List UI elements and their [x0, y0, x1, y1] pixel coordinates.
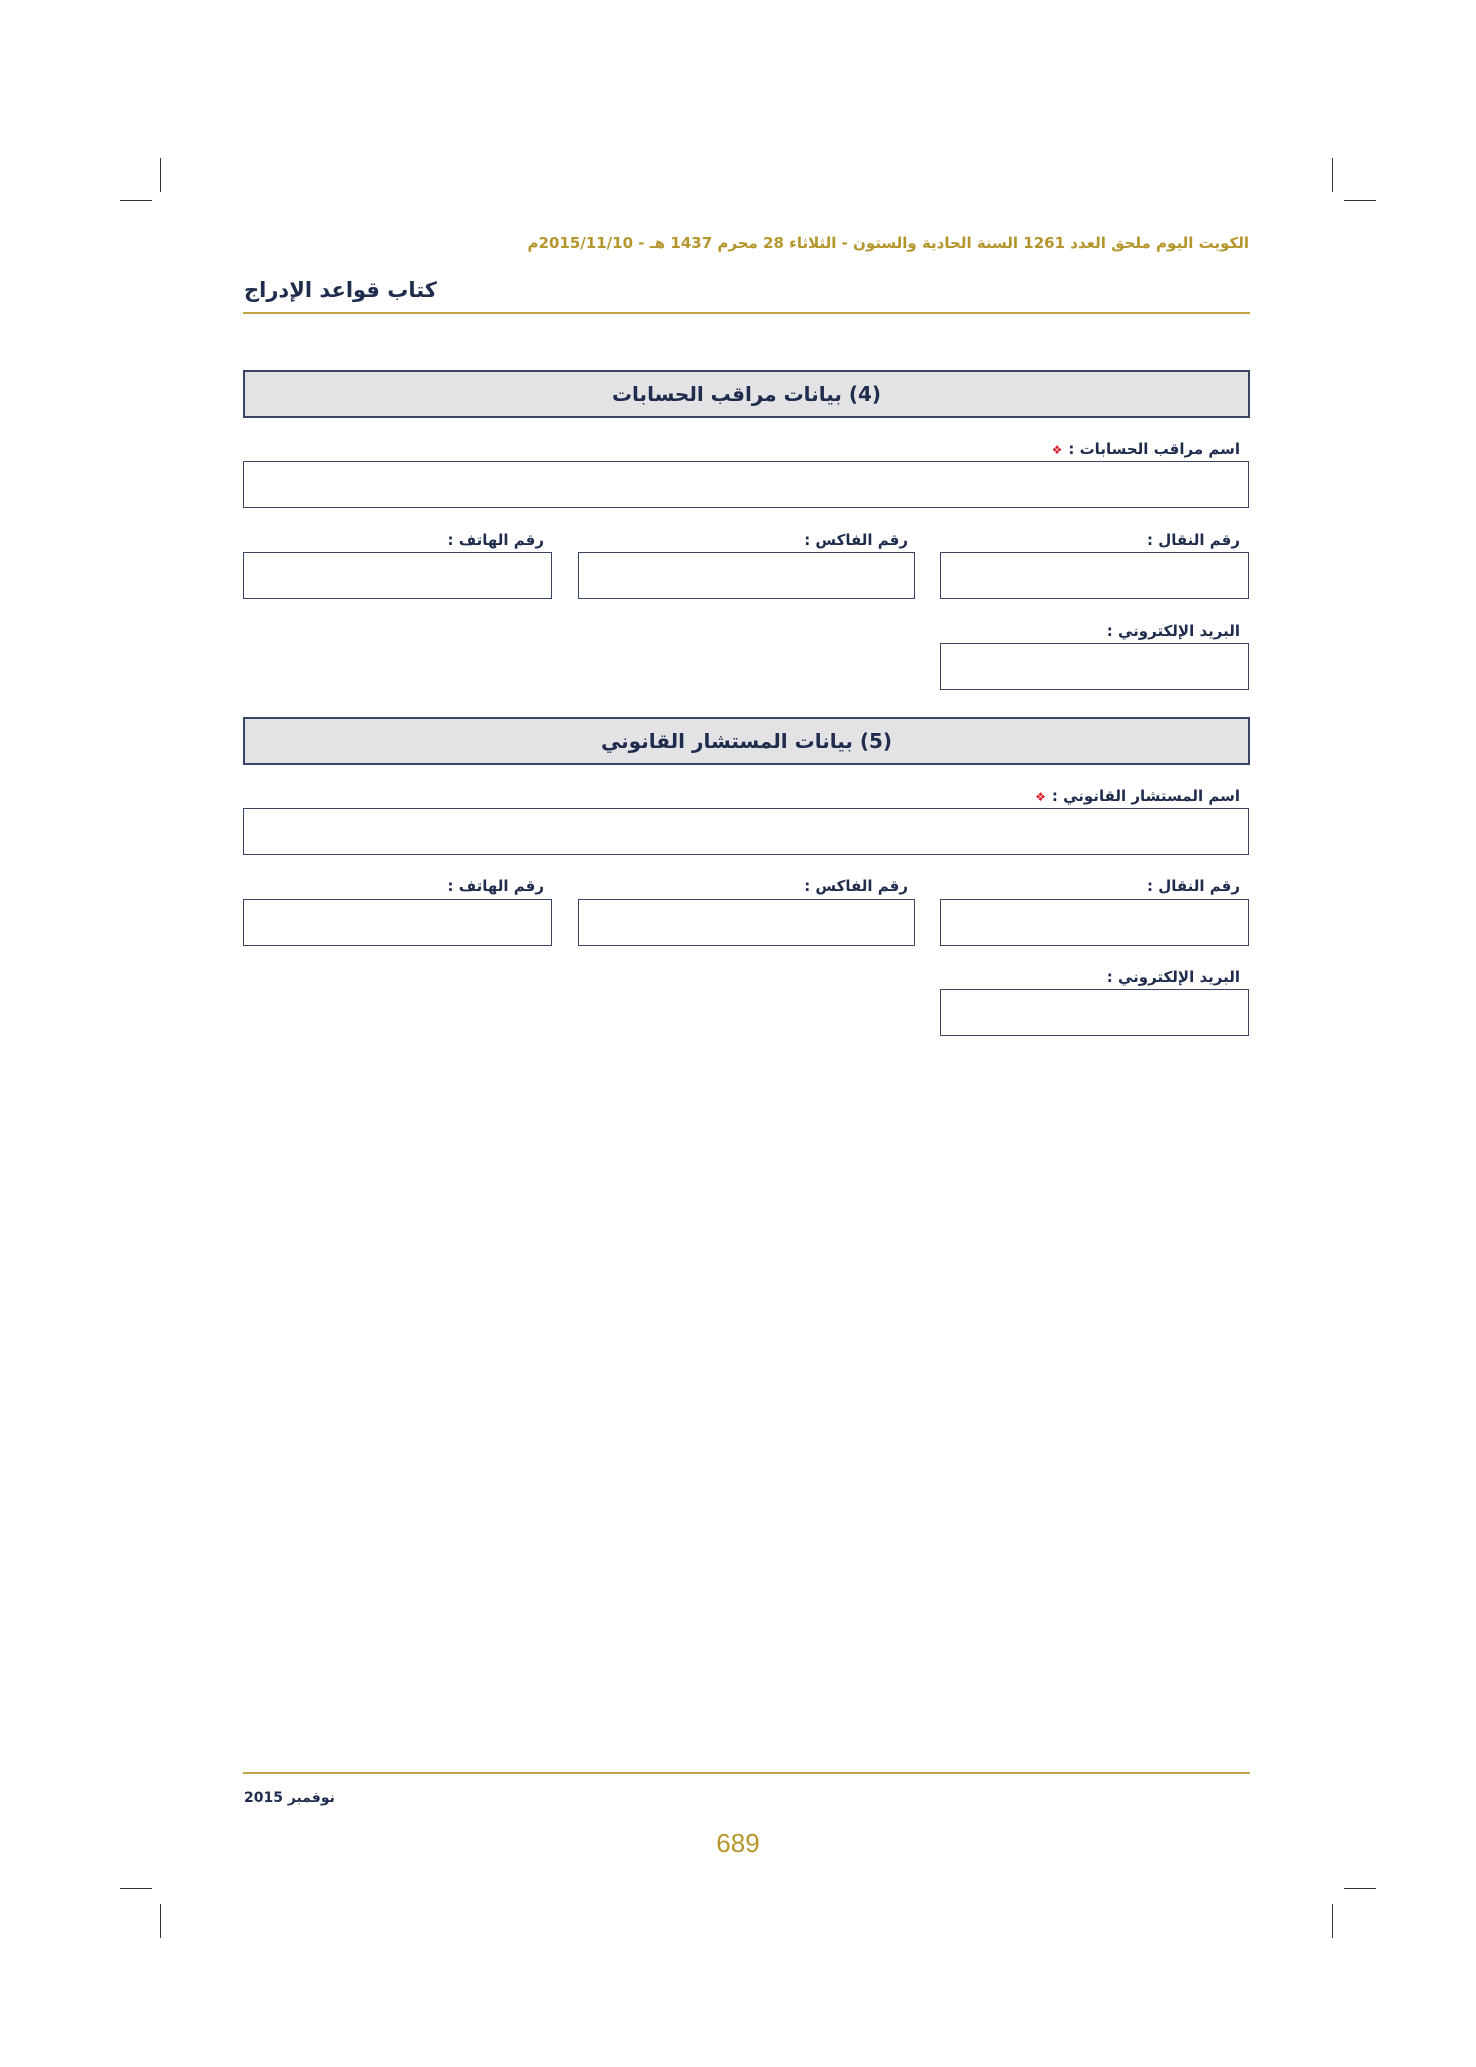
crop-mark [120, 1888, 152, 1889]
counsel-name-field[interactable] [243, 808, 1249, 855]
counsel-fax-label: رقم الفاكس : [804, 877, 908, 895]
counsel-name-label: اسم المستشار القانوني :❖ [1035, 787, 1240, 805]
crop-mark [160, 1904, 161, 1938]
auditor-email-label: البريد الإلكتروني : [1106, 622, 1240, 640]
auditor-phone-field[interactable] [243, 552, 552, 599]
counsel-fax-field[interactable] [578, 899, 915, 946]
auditor-mobile-label: رقم النقال : [1146, 531, 1240, 549]
auditor-phone-label: رقم الهاتف : [447, 531, 544, 549]
auditor-name-label: اسم مراقب الحسابات :❖ [1051, 440, 1240, 458]
header-rule [243, 312, 1250, 314]
auditor-name-field[interactable] [243, 461, 1249, 508]
auditor-fax-label: رقم الفاكس : [804, 531, 908, 549]
auditor-mobile-field[interactable] [940, 552, 1249, 599]
section-legal-counsel-title: (5) بيانات المستشار القانوني [243, 717, 1250, 765]
crop-mark [1344, 200, 1376, 201]
running-header: الكويت اليوم ملحق العدد 1261 السنة الحادية والستون - الثلاثاء 28 محرم 1437 هـ - 2015/11/10م [527, 234, 1249, 252]
counsel-email-field[interactable] [940, 989, 1249, 1036]
counsel-mobile-field[interactable] [940, 899, 1249, 946]
counsel-mobile-label: رقم النقال : [1146, 877, 1240, 895]
auditor-email-field[interactable] [940, 643, 1249, 690]
crop-mark [1332, 1904, 1333, 1938]
section-auditor-title: (4) بيانات مراقب الحسابات [243, 370, 1250, 418]
counsel-phone-field[interactable] [243, 899, 552, 946]
page-number: 689 [716, 1828, 760, 1858]
counsel-email-label: البريد الإلكتروني : [1106, 968, 1240, 986]
auditor-fax-field[interactable] [578, 552, 915, 599]
book-title: كتاب قواعد الإدراج [244, 278, 438, 302]
crop-mark [1332, 158, 1333, 192]
crop-mark [120, 200, 152, 201]
footer-date: نوفمبر 2015 [244, 1790, 335, 1806]
crop-mark [160, 158, 161, 192]
footer-rule [243, 1772, 1250, 1774]
required-marker-icon: ❖ [1035, 790, 1046, 804]
required-marker-icon: ❖ [1051, 443, 1063, 457]
counsel-phone-label: رقم الهاتف : [447, 877, 544, 895]
crop-mark [1344, 1888, 1376, 1889]
